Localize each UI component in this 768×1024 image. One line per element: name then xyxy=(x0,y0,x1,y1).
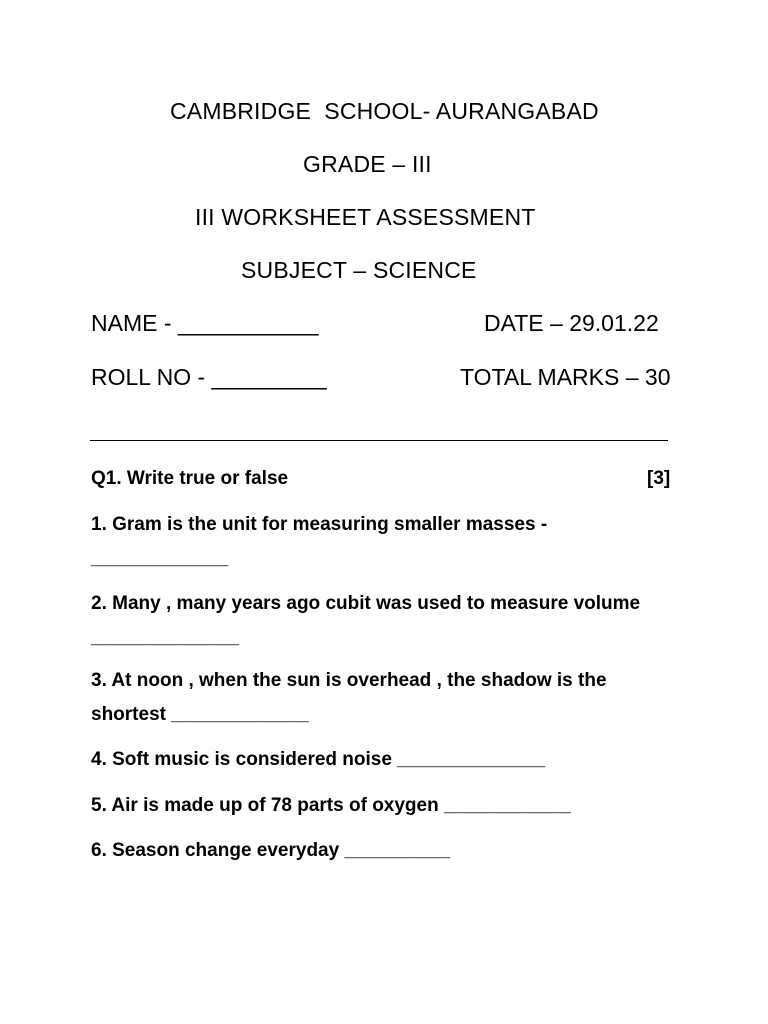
question-item-3-cont: shortest _____________ xyxy=(91,704,309,725)
assessment-heading: III WORKSHEET ASSESSMENT xyxy=(195,204,536,230)
question-item-4: 4. Soft music is considered noise ______________ xyxy=(91,749,546,770)
question-item-3: 3. At noon , when the sun is overhead , the shadow is the xyxy=(91,670,607,691)
question-marks: [3] xyxy=(647,468,671,489)
question-item-1: 1. Gram is the unit for measuring smaller masses - xyxy=(91,514,548,535)
subject-heading: SUBJECT – SCIENCE xyxy=(241,257,477,283)
grade-heading: GRADE – III xyxy=(303,151,432,177)
question-title: Q1. Write true or false xyxy=(91,468,289,489)
question-item-5: 5. Air is made up of 78 parts of oxygen ____________ xyxy=(91,795,571,816)
date-field: DATE – 29.01.22 xyxy=(484,310,659,336)
answer-blank-2: ______________ xyxy=(91,627,239,648)
school-title: CAMBRIDGE SCHOOL- AURANGABAD xyxy=(170,98,599,124)
answer-blank-1: _____________ xyxy=(91,548,229,569)
section-divider xyxy=(90,440,668,441)
total-marks-field: TOTAL MARKS – 30 xyxy=(460,364,671,390)
name-field: NAME - ___________ xyxy=(91,310,319,336)
question-item-2: 2. Many , many years ago cubit was used to measure volume xyxy=(91,593,641,614)
question-item-6: 6. Season change everyday __________ xyxy=(91,840,451,861)
roll-no-field: ROLL NO - _________ xyxy=(91,364,327,390)
